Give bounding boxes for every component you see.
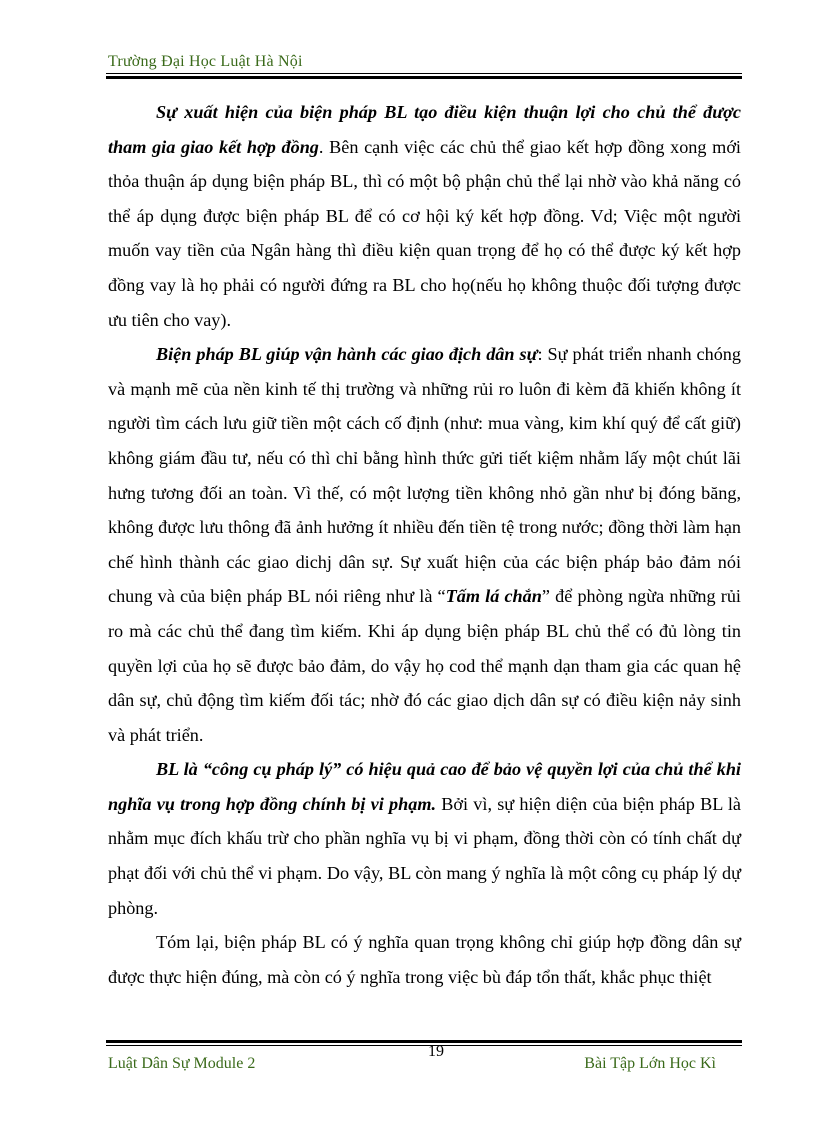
paragraph-4 — [108, 925, 741, 994]
paragraph-3 — [108, 752, 741, 925]
paragraph-4-text: Tóm lại, biện pháp BL có ý nghĩa quan trọng không chỉ giúp hợp đồng dân sự được thực hiện đúng, mà còn có ý nghĩa trong việc bù đáp tổn thất, khắc phục thiệt — [108, 932, 741, 987]
footer-rule-thin — [106, 1045, 742, 1046]
paragraph-2-emphasis: Tấm lá chắn — [445, 586, 542, 607]
paragraph-3-text: Bởi vì, sự hiện diện của biện pháp BL là nhằm mục đích khấu trừ cho phần nghĩa vụ bị vi phạm, đồng thời còn có tính chất dự phạt đối với chủ thể vi phạm. Do vậy, BL còn mang ý nghĩa là một công cụ pháp lý dự phòng. — [108, 793, 742, 918]
paragraph-3-lead: BL là “công cụ pháp lý” có hiệu quả cao để bảo vệ quyền lợi của chủ thể khi nghĩa vụ trong hợp đồng chính bị vi phạm. — [108, 759, 741, 814]
paragraph-1-text: . Bên cạnh việc các chủ thể giao kết hợp đồng xong mới thỏa thuận áp dụng biện pháp BL, thì có một bộ phận chủ thể lại nhờ vào khả năng có thể áp dụng được biện pháp BL để có cơ hội ký kết hợp đồng. Vd; Việc một người muốn vay tiền của Ngân hàng thì điều kiện quan trọng để họ có thể được ký kết hợp đồng vay là họ phải có người đứng ra BL cho họ(nếu họ không thuộc đối tượng được ưu tiên cho vay). — [108, 136, 741, 330]
paragraph-1-lead: Sự xuất hiện của biện pháp BL tạo điều kiện thuận lợi cho chủ thể được tham gia giao kết hợp đồng — [108, 102, 741, 157]
paragraph-1 — [108, 95, 741, 337]
footer-rule-thick — [106, 1040, 742, 1043]
footer-right-text: Bài Tập Lớn Học Kì — [584, 1055, 716, 1072]
header-title: Trường Đại Học Luật Hà Nội — [108, 53, 303, 70]
page-number: 19 — [428, 1043, 444, 1060]
footer-left-text: Luật Dân Sự Module 2 — [108, 1055, 256, 1072]
header-rule-thin — [106, 73, 742, 74]
paragraph-2-text: : Sự phát triển nhanh chóng và mạnh mẽ của nền kinh tế thị trường và những rủi ro luôn đi kèm đã khiến không ít người tìm cách lưu giữ tiền một cách cố định (như: mua vàng, kim khí quý để cất giữ) không giám đầu tư, nếu có thì chỉ bằng hình thức gửi tiết kiệm nhằm lấy một chút lãi hưng tương đối an toàn. Vì thế, có một lượng tiền không nhỏ gần như bị đóng băng, không được lưu thông đã ảnh hưởng ít nhiều đến tiền tệ trong nước; đồng thời làm hạn chế hình thành các giao dichj dân sự. Sự xuất hiện của các biện pháp bảo đảm nói chung và của biện pháp BL nói riêng như là “ — [108, 344, 741, 607]
header-rule-thick — [106, 76, 742, 79]
paragraph-2 — [108, 337, 741, 752]
document-body — [108, 95, 741, 994]
paragraph-2-text-cont: ” để phòng ngừa những rủi ro mà các chủ thể đang tìm kiếm. Khi áp dụng biện pháp BL chủ thể có đủ lòng tin quyền lợi của họ sẽ được bảo đảm, do vậy họ cod thể mạnh dạn tham gia các quan hệ dân sự, chủ động tìm kiếm đối tác; nhờ đó các giao dịch dân sự có điều kiện nảy sinh và phát triển. — [108, 586, 741, 745]
paragraph-2-lead: Biện pháp BL giúp vận hành các giao địch dân sự — [156, 344, 538, 365]
